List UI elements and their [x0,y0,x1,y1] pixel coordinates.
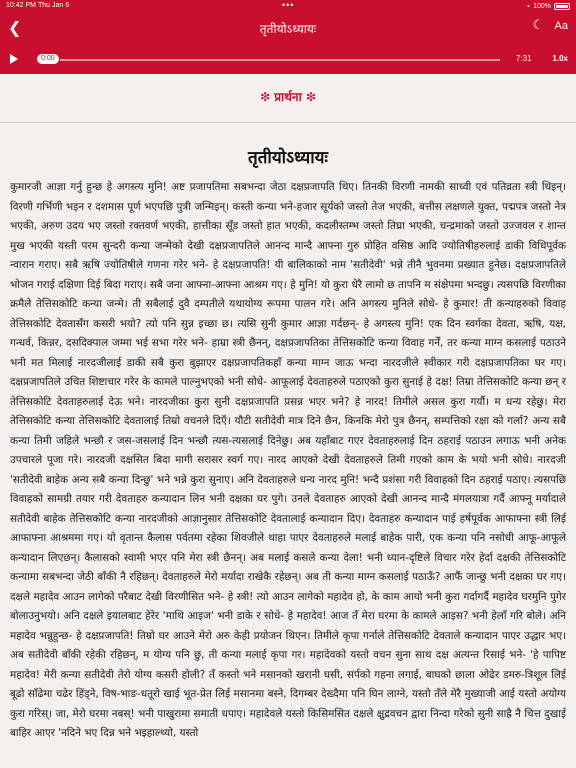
play-icon[interactable] [10,54,18,64]
total-duration: 7:31 [516,54,532,63]
playback-speed-button[interactable]: 1.0x [552,54,568,63]
status-time: 10:42 PM [6,2,36,9]
battery-icon [554,3,570,10]
multitasking-dots-icon[interactable]: ••• [282,0,295,10]
navigation-bar [0,14,576,42]
status-indicators [525,2,570,11]
divider [0,122,576,123]
page-title: तृतीयोऽध्यायः [259,22,317,36]
wifi-icon: ◔ [525,2,531,11]
chapter-title: तृतीयोऽध्यायः [248,148,328,168]
status-bar [0,0,576,12]
audio-player [0,46,576,74]
dark-mode-moon-icon[interactable]: ☾ [532,18,544,33]
back-chevron-icon[interactable]: ❮ [8,18,22,37]
status-date: Thu Jan 6 [38,2,70,9]
font-size-button[interactable]: Aa [554,20,568,32]
chapter-text: कुमारजी आज्ञा गर्नु हुन्छ हे अगस्त्य मुनि! अष्ट प्रजापतिमा सबभन्दा जेठा दक्षप्रजापति थिए। तिनकी विरणी नामकी साध्वी एवं पतिव्रता स्त्री थिइन्। विरणी गर्भिणी भइन र दशमास पूर्ण भएपछि पुत्री जन्मिइन्। कस्ती कन्या भने-हजार सूर्यको जस्तो तेज भएकी, बत्तीस लक्षणले युक्त, पद्मपत्र जस्तो नेत्र भएकी, अरुण उदय भए जस्तो रक्तवर्ण भएकी, हात्तीका सूँड जस्तो हात भएकी, कदलीस्तम्भ जस्तो तिघ्रा भएकी, चन्द्रमाको जस्तो उज्जवल र शान्त मुख भएकी यस्ती परम सुन्दरी कन्या जन्मेको देखी दक्षप्रजापतिले आनन्द मान्दै आफ्ना गुरु प्रोहित वसिष्ठ आदि ज्योतिषीहरुलाई डाकी विधिपूर्वक न्वारान गराए। सबै ऋषि ज्योतिषीले गणना गरेर भने- हे दक्षप्रजापति! यी बालिकाको नाम 'सतीदेवी' भन्ने तीनै भुवनमा प्रख्यात हुनेछ। दक्षप्रजापतिले भोजन गराई दक्षिणा दिई बिदा गराए। सबै जना आफ्ना-आफ्ना आश्रम गए। हे मुनि! यो कुरा धेरै लामो छ तापनि म संक्षेपमा भन्दछु। त्यसपछि विरणीका क्रमैले तेत्तिसकोटि कन्या जन्मे। ती सबैलाई दुवै दम्पतीले यथायोग्य रूपमा पालन गरे। अनि अगस्त्य मुनिले सोधे- हे कुमार! ती कन्याहरुको विवाह तेत्तिसकोटि देवतासँग कसरी भयो? त्यो पनि सुन्न इच्छा छ। त्यसि सुनी कुमार आज्ञा गर्दछन्- हे अगस्त्य मुनि! एक दिन स्वर्गका देवता, ऋषि, यक्ष, गन्धर्व, किन्नर, दसदिक्पाल जम्मा भई सभा गरेर भने- हाम्रा स्त्री छैनन्, दक्षप्रजापतिका तेत्तिसकोटि कन्या विवाह गर्नें, तर कन्या माग्न कसलाई पठाउने भनी मत मिलाई नारदजीलाई डाकी सबै कुरा बुझाएर दक्षप्रजापतिकहाँ कन्या माग्न जाऊ भन्दा नारदजीले स्वीकार गरी दक्षप्रजापतिका घर गए। दक्षप्रजापतिले उचित शिष्टाचार गरेर के कामले पाल्नुभएको भनी सोधे- आफूलाई देवताहरुले पठाएको कुरा सुनाई हे दक्ष! तिम्रा तेत्तिसकोटि कन्या छन् र तेत्तिसकोटि देवताहरुलाई देऊ भने। नारदजीका कुरा सुनी दक्षप्रजापति प्रसन्न भएर भने? हे नारद! तिमीले असल कुरा गर्यौ। म धन्य रहेछु। मेरा तेत्तिसकोटि कन्या तेत्तिसकोटि देवतालाई तिम्रो वचनले दिएँ। यौटी सतीदेवी मात्र दिने छैन, किनकि मेरो पुत्र छैनन्, सम्पत्तिको रक्षा को गर्ला? अन्य सबै कन्या तिमी जहिले भन्छौ र जस-जसलाई दिन भन्छौ त्यस-त्यसलाई दिनेछु। अब यहाँबाट गएर देवताहरुलाई दिन ठहराई पठाउन लगाऊ भनी अनेक उपचारले पूजा गरे। नारदजी दक्षसित बिदा मागी सरासर स्वर्ग गए। नारद आएको देखी देवताहरुले तिमी गएको काम के भयो भनी सोधे। नारदजी 'सतीदेवी बाहेक अन्य सबै कन्या दिन्छु' भने भन्ने कुरा सुनाए। अनि देवताहरुले धन्य नारद मुनि! भन्दै प्रशंसा गरी विवाहको दिन ठहराई पठाए। त्यसपछि विवाहको सामग्री तयार गरी देवताहरु कन्यादान लिन भनी दक्षका घर पुगे। उनले देवताहरु आएको देखी आनन्द मान्दै मंगलयात्रा गर्दै आफ्नू मर्यादाले सतीदेवी बाहेक तेत्तिसकोटि कन्या नारदजीको आज्ञानुसार तेत्तिसकोटि देवतालाई कन्यादान दिए। देवताहरु कन्यादान पाई हर्षपूर्वक आफाफ्ना स्त्री लिई आफाफ्ना आश्रममा गए। यो वृतान्त कैलास पर्वतमा रहेका शिवजीले थाहा पाएर देवताहरुले मलाई बाहेक पारी, एक कन्या पनि नसोधी आफू-आफूले कन्यादान लिएछन्। कैलासको स्वामी भएर पनि मेरा स्त्री छैनन्। अब मलाई कसले कन्या देला! भनी ध्यान-दृष्टिले विचार गरेर हेर्दा दक्षकी तेत्तिसकोटि कन्यामा सबभन्दा जेठी बाँकी नै रहिछन्। देवताहरुले मेरो मर्यादा राखेकै रहेछन्। अब ती कन्या माग्न कसलाई पठाऊँ? आफैं जान्छु भनी दक्षका घर गए। दक्षले महादेव आउन लागेको परैबाट देखी विरणीसित भने- हे स्त्री! त्यो आउन लागेको महादेव हो, के काम आयो भनी कुरा गर्दागर्दै महादेव घरमुनि पुगेर बोलाउनुभयो। अनि दक्षले इयालबाट हेरेर 'माथि आइज' भनी डाके र सोधे- हे महादेव! आज तँ मेरा घरमा के कामले आइस? भनी हेलाँ गरि बोले। अनि महादेव भन्नुहुन्छ- हे दक्षप्रजापति! तिम्रो घर आउने मेरो अरु केही प्रयोजन थिएन। तिमीले कृपा गर्नाले तेत्तिसकोटि देवताले कन्यादान पाएर उद्धार भए। अब सतीदेवी बाँकी रहेकी रहिछन्, म योग्य पनि छु, ती कन्या मलाई कृपा गर। महादेवको यस्तो वचन सुना साथ दक्ष अत्यन्त रिसाई भने- 'हे पापिष्ट महादेव! मेरी कन्या सतीदेवी तेरो योग्य कसरी होली? तँ कस्तो भने मसानको खरानी घसी, सर्पको गहना लगाई, बाघको छाला ओढेर डमरु-त्रिशूल लिई बूढो साँढेमा चढेर हिंड्ने, विष-भाङ-धतूरो खाई भूत-प्रेत लिई मसानमा बस्ने, दिगम्बर देख्दैमा पनि घिन लाग्ने, यस्तो तँले मेरै मुख्याजी आई यस्तो अयोग्य कुरा गरिस्। जा, मेरो घरमा नबस्! भनी पाखुरामा समाती धपाए। महादेवले यस्तो किसिमसित दक्षले क्षुद्रवचन द्वारा निन्दा गरेको सुनी साह्रै नै चित्त दुखाई बाहिर आएर 'नदिने भए दिन्न भने भइहाल्थ्यो, यस्तो [10,181,566,739]
elapsed-time: 0:00 [37,54,59,64]
top-bar [0,0,576,74]
battery-percent: 100% [533,3,551,10]
progress-slider[interactable] [60,59,500,61]
section-heading: ❇ प्रार्थना ❇ [260,90,316,104]
